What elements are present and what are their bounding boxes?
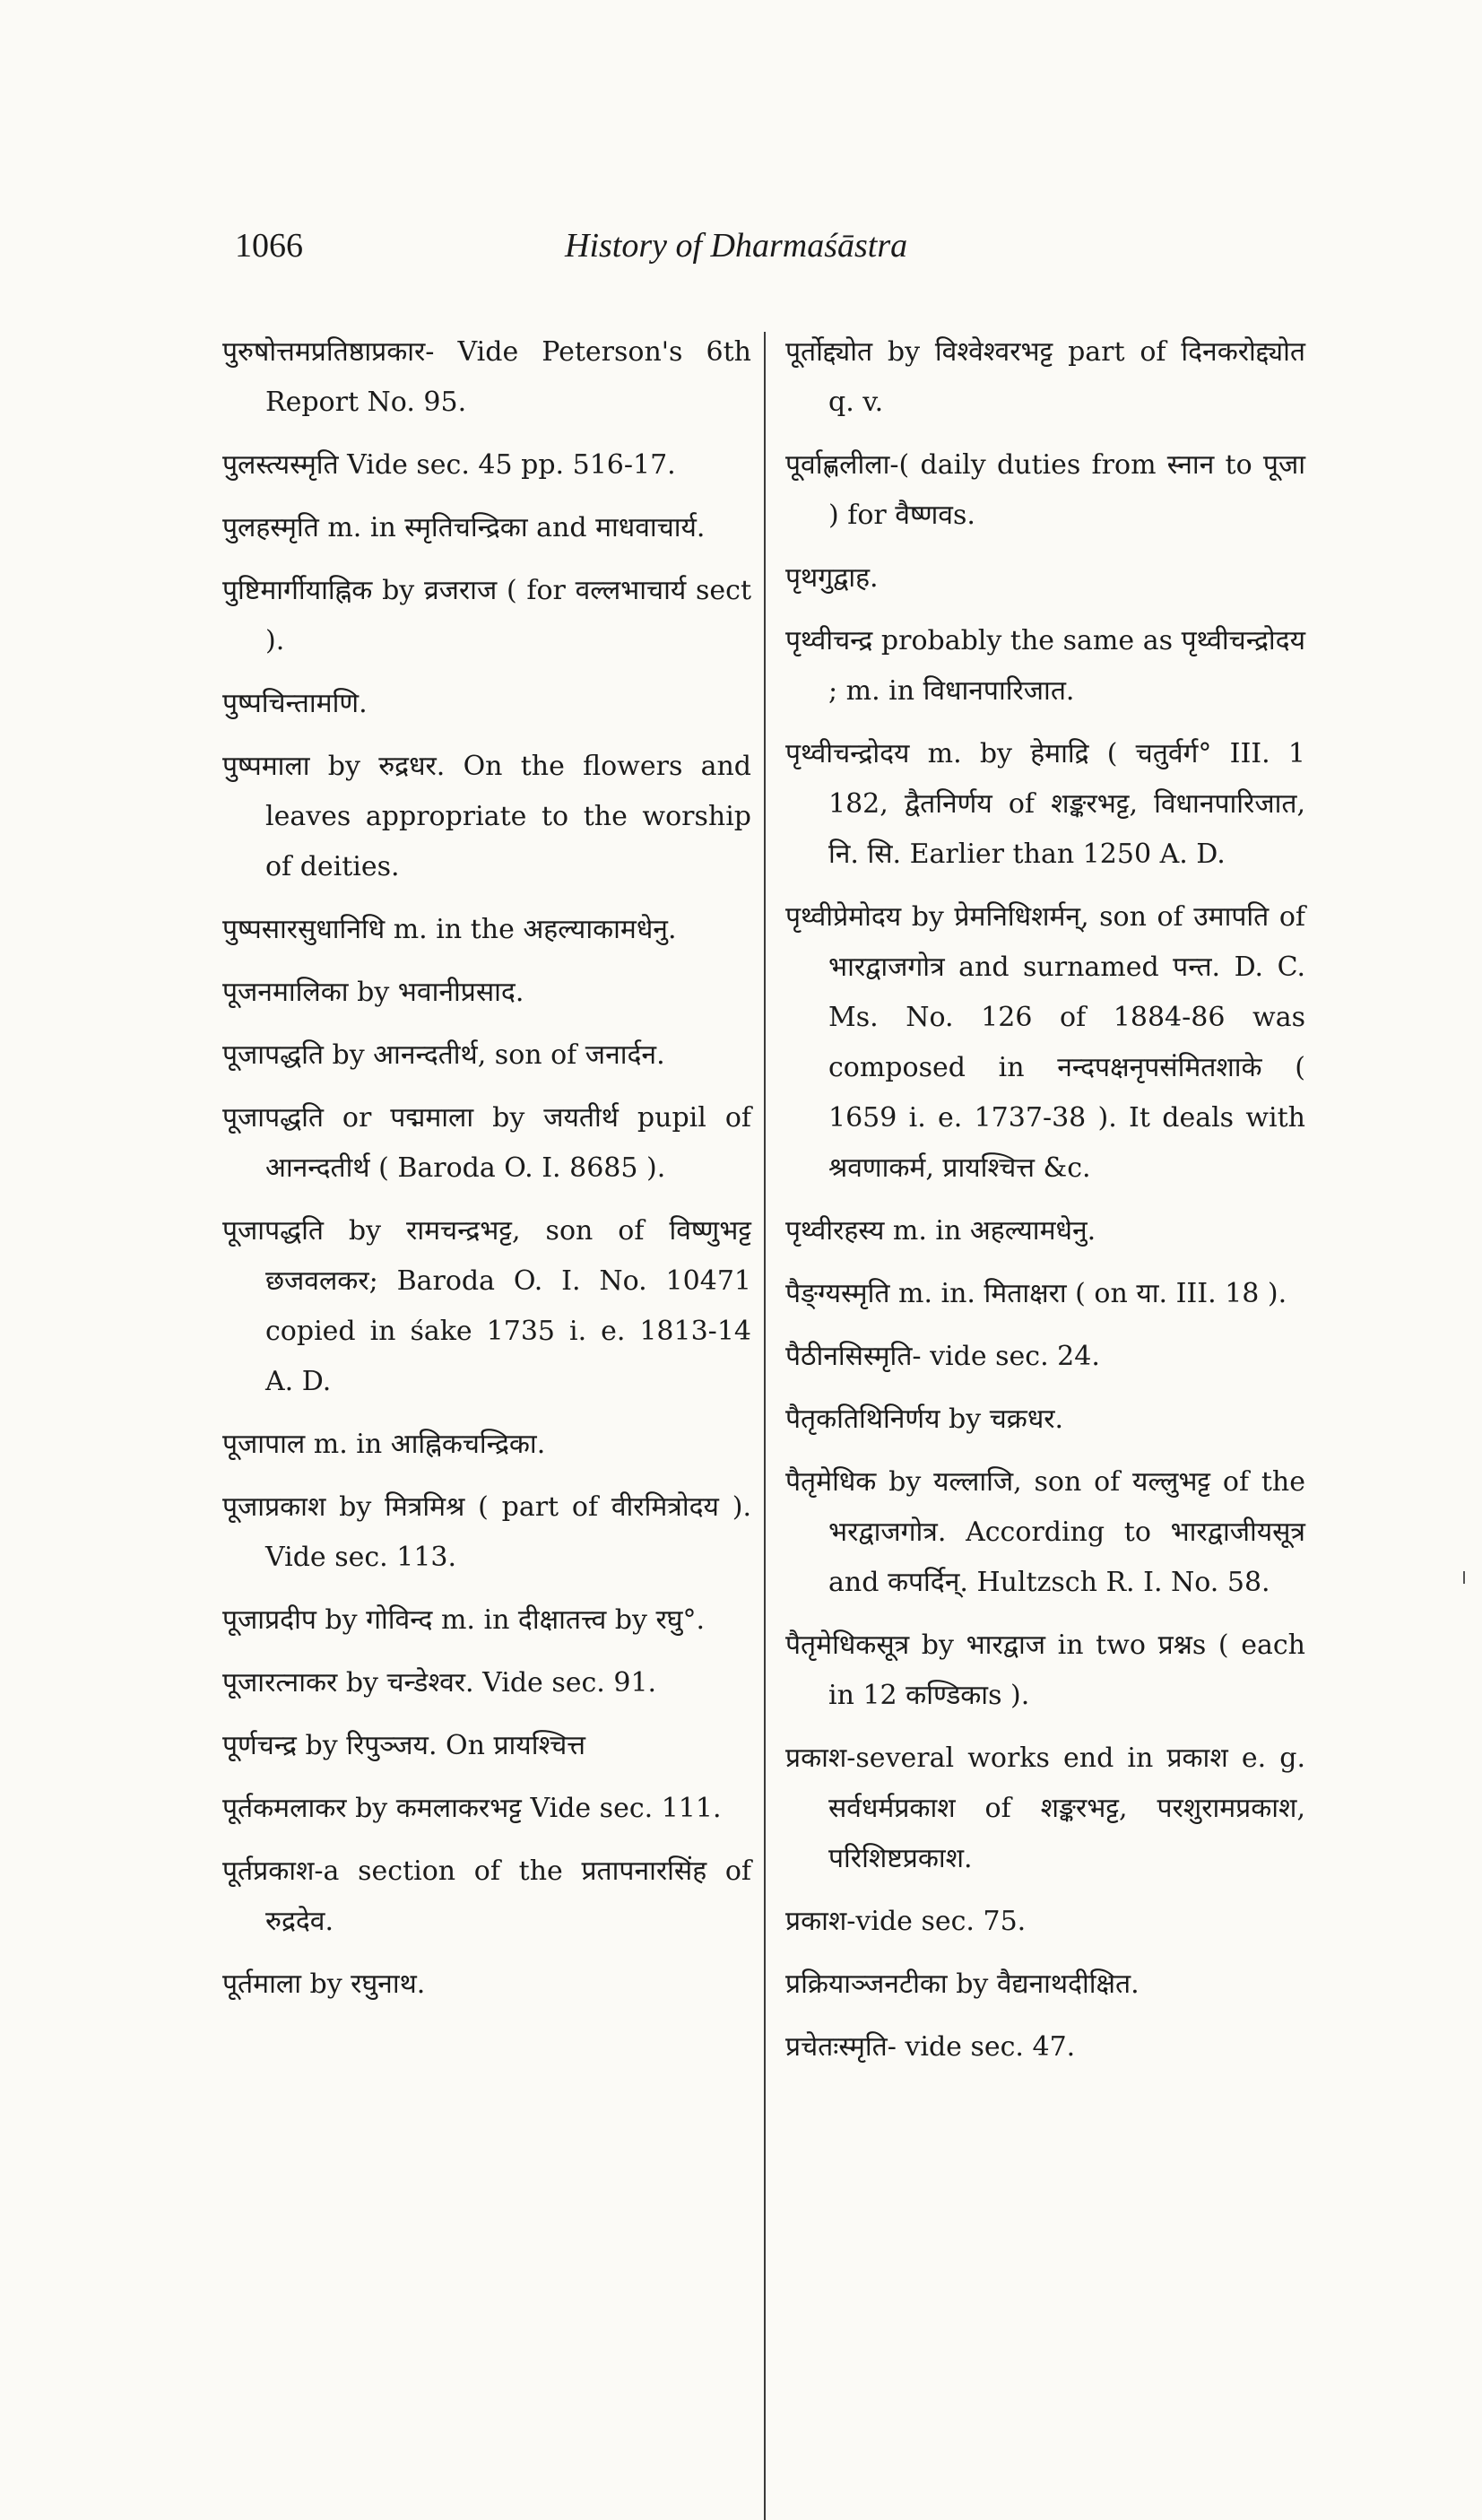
entry-right-5: पृथ्वीचन्द्रोदय m. by हेमाद्रि ( चतुर्वर्ग° III. 1 182, द्वैतनिर्णय of शङ्करभट्ट, विधानपारिजात, नि. सि. Earlier than 1250 A. D. (785, 738, 1305, 870)
entry-left-19: पूर्तमाला by रघुनाथ. (222, 1968, 426, 2000)
entry-right-7: पृथ्वीरहस्य m. in अहल्यामधेनु. (785, 1215, 1096, 1247)
entry-left-9: पूजापद्धति by आनन्दतीर्थ, son of जनार्दन. (222, 1039, 665, 1071)
entry-right-14: प्रकाश-vide sec. 75. (785, 1906, 1027, 1937)
entry-left-6: पुष्पमाला by रुद्रधर. On the flowers and leaves appropriate to the worship of deities. (222, 751, 751, 882)
entry-left-5: पुष्पचिन्तामणि. (222, 688, 368, 719)
right-column (785, 327, 1305, 2085)
entry-left-10: पूजापद्धति or पद्ममाला by जयतीर्थ pupil of आनन्दतीर्थ ( Baroda O. I. 8685 ). (222, 1102, 751, 1184)
entry-left-3: पुलहस्मृति m. in स्मृतिचन्द्रिका and माधवाचार्य. (222, 512, 706, 543)
entry-left-4: पुष्टिमार्गीयाह्निक by व्रजराज ( for वल्लभाचार्य sect ). (222, 575, 751, 656)
entry-left-11: पूजापद्धति by रामचन्द्रभट्ट, son of विष्णुभट्ट छजवलकर; Baroda O. I. No. 10471 copied in śake 1735 i. e. 1813-14 A. D. (222, 1215, 751, 1397)
left-column (222, 327, 751, 2022)
entry-right-9: पैठीनसिस्मृति- vide sec. 24. (785, 1341, 1100, 1372)
entry-left-15: पूजारत्नाकर by चन्डेश्वर. Vide sec. 91. (222, 1667, 657, 1699)
entry-left-14: पूजाप्रदीप by गोविन्द m. in दीक्षातत्त्व by रघु°. (222, 1604, 706, 1636)
entry-left-12: पूजापाल m. in आह्निकचन्द्रिका. (222, 1429, 546, 1460)
entry-left-8: पूजनमालिका by भवानीप्रसाद. (222, 977, 524, 1008)
entry-left-13: पूजाप्रकाश by मित्रमिश्र ( part of वीरमित्रोदय ). Vide sec. 113. (222, 1491, 751, 1573)
entry-right-13: प्रकाश-several works end in प्रकाश e. g. सर्वधर्मप्रकाश of शङ्करभट्ट, परशुरामप्रकाश, परिशिष्टप्रकाश. (785, 1742, 1305, 1874)
entry-right-12: पैतृमेधिकसूत्र by भारद्वाज in two प्रश्नs ( each in 12 कण्डिकाs ). (785, 1629, 1305, 1711)
entry-right-1: पूर्तोद्द्योत by विश्वेश्वरभट्ट part of दिनकरोद्द्योत q. v. (785, 336, 1305, 418)
entry-left-18: पूर्तप्रकाश-a section of the प्रतापनारसिंह of रुद्रदेव. (222, 1855, 751, 1937)
entry-left-1: पुरुषोत्तमप्रतिष्ठाप्रकार- Vide Peterson's 6th Report No. 95. (222, 336, 751, 418)
column-divider (764, 332, 766, 2520)
entry-left-16: पूर्णचन्द्र by रिपुञ्जय. On प्रायश्चित्त (222, 1730, 586, 1761)
entry-right-16: प्रचेतःस्मृति- vide sec. 47. (785, 2031, 1076, 2063)
entry-left-17: पूर्तकमलाकर by कमलाकरभट्ट Vide sec. 111. (222, 1793, 722, 1824)
running-title: History of Dharmaśāstra (565, 227, 908, 265)
entry-left-2: पुलस्त्यस्मृति Vide sec. 45 pp. 516-17. (222, 449, 676, 481)
page-number: 1066 (235, 227, 303, 265)
entry-right-3: पृथगुद्वाह. (785, 562, 879, 594)
margin-mark (1463, 1571, 1465, 1584)
entry-left-7: पुष्पसारसुधानिधि m. in the अहल्याकामधेनु. (222, 914, 677, 945)
entry-right-15: प्रक्रियाञ्जनटीका by वैद्यनाथदीक्षित. (785, 1968, 1140, 2000)
entry-right-4: पृथ्वीचन्द्र probably the same as पृथ्वीचन्द्रोदय ; m. in विधानपारिजात. (785, 625, 1305, 707)
entry-right-8: पैङ्ग्यस्मृति m. in. मिताक्षरा ( on या. III. 18 ). (785, 1278, 1287, 1309)
entry-right-10: पैतृकतिथिनिर्णय by चक्रधर. (785, 1403, 1064, 1435)
entry-right-11: पैतृमेधिक by यल्लाजि, son of यल्लुभट्ट of the भरद्वाजगोत्र. According to भारद्वाजीयसूत्र and कपर्दिन्. Hultzsch R. I. No. 58. (785, 1466, 1305, 1598)
entry-right-6: पृथ्वीप्रेमोदय by प्रेमनिधिशर्मन्, son of उमापति of भारद्वाजगोत्र and surnamed पन्त. D. C. Ms. No. 126 of 1884-86 was composed in नन्दपक्षनृपसंमितशाके ( 1659 i. e. 1737-38 ). It deals with श्रवणाकर्म, प्रायश्चित्त &c. (785, 901, 1305, 1184)
entry-right-2: पूर्वाह्णलीला-( daily duties from स्नान to पूजा ) for वैष्णवs. (785, 449, 1305, 531)
